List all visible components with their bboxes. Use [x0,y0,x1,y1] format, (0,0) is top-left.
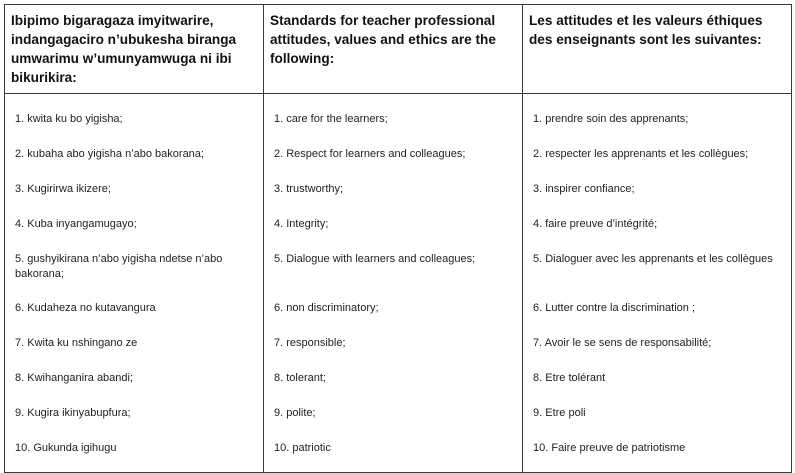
item-english-6: 6. non discriminatory; [274,302,379,314]
item-french-6: 6. Lutter contre la discrimination ; [533,302,696,314]
item-english-4: 4. Integrity; [274,218,329,230]
item-english-10: 10. patriotic [274,442,331,454]
item-french-7: 7. Avoir le se sens de responsabilité; [533,337,712,349]
header-english-text: Standards for teacher professional attitudes, values and ethics are the following: [270,13,496,66]
item-kinyarwanda-8: 8. Kwihanganira abandi; [15,372,134,384]
item-kinyarwanda-6: 6. Kudaheza no kutavangura [15,302,156,314]
list-kinyarwanda [5,94,263,472]
header-french [523,5,792,94]
item-french-5: 5. Dialoguer avec les apprenants et les collègues [533,253,773,265]
item-french-3: 3. inspirer confiance; [533,183,635,195]
item-kinyarwanda-9: 9. Kugira ikinyabupfura; [15,407,131,419]
item-english-1: 1. care for the learners; [274,113,388,125]
item-kinyarwanda-10: 10. Gukunda igihugu [15,442,117,454]
standards-table [4,4,792,473]
column-kinyarwanda [5,94,264,473]
item-french-9: 9. Etre poli [533,407,586,419]
item-french-1: 1. prendre soin des apprenants; [533,113,689,125]
list-english [264,94,522,472]
item-kinyarwanda-2: 2. kubaha abo yigisha n’abo bakorana; [15,148,204,160]
column-french [523,94,792,473]
item-english-2: 2. Respect for learners and colleagues; [274,148,466,160]
header-kinyarwanda [5,5,264,94]
list-french [523,94,791,472]
item-kinyarwanda-5: 5. gushyikirana n’abo yigisha ndetse n’abo bakorana; [15,253,223,280]
item-french-2: 2. respecter les apprenants et les collègues; [533,148,749,160]
header-kinyarwanda-text: Ibipimo bigaragaza imyitwarire, indangagaciro n’ubukesha biranga umwarimu w’umunyamwuga ni ibi bikurikira: [11,13,237,85]
item-english-8: 8. tolerant; [274,372,326,384]
item-kinyarwanda-4: 4. Kuba inyangamugayo; [15,218,137,230]
item-kinyarwanda-1: 1. kwita ku bo yigisha; [15,113,123,125]
item-english-7: 7. responsible; [274,337,346,349]
item-french-8: 8. Etre tolérant [533,372,606,384]
item-kinyarwanda-3: 3. Kugirirwa ikizere; [15,183,111,195]
body-row [5,94,792,473]
header-french-text: Les attitudes et les valeurs éthiques des enseignants sont les suivantes: [529,13,763,47]
header-english [264,5,523,94]
header-row [5,5,792,94]
column-english [264,94,523,473]
item-english-9: 9. polite; [274,407,316,419]
item-french-10: 10. Faire preuve de patriotisme [533,442,686,454]
item-kinyarwanda-7: 7. Kwita ku nshingano ze [15,337,138,349]
item-english-5: 5. Dialogue with learners and colleagues; [274,253,476,265]
item-french-4: 4. faire preuve d’intégrité; [533,218,658,230]
item-english-3: 3. trustworthy; [274,183,344,195]
